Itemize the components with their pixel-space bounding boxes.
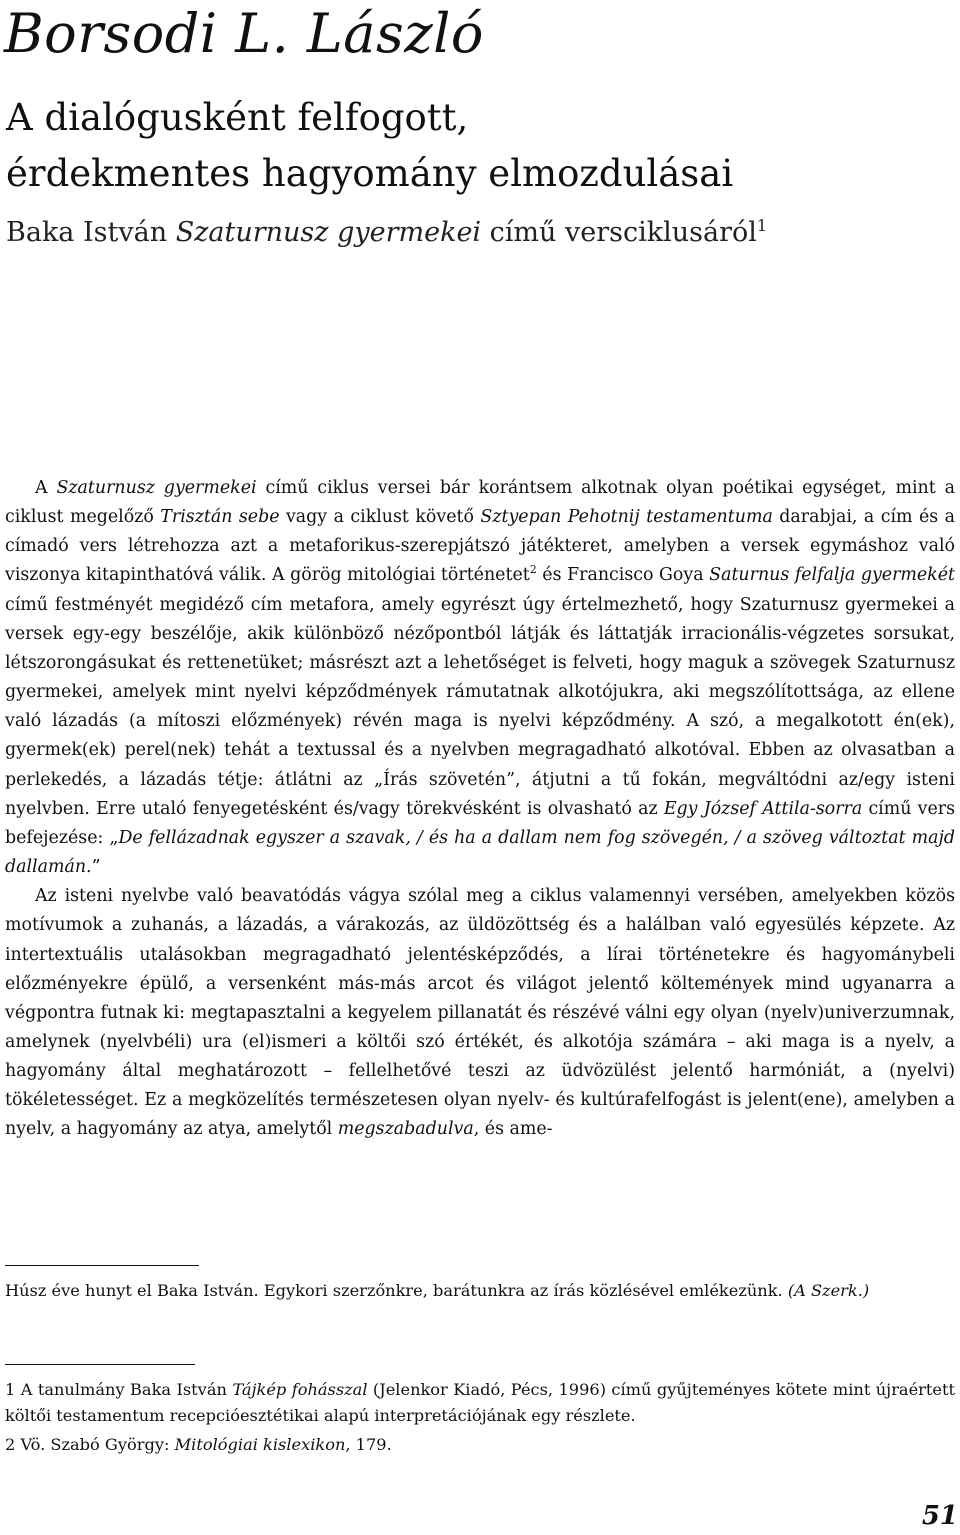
italic-quote: De fellázadnak egyszer a szavak, / és ha a dallam nem fog szövegén, / a szöveg változtat majd dallamán. — [5, 827, 956, 878]
italic-run: Szaturnusz gyermekei — [56, 478, 257, 498]
text-run: , és ame- — [473, 1119, 553, 1140]
text-run: A — [35, 478, 57, 498]
italic-run: Saturnus felfalja gyermekét — [709, 565, 955, 586]
page-number: 51 — [921, 1501, 958, 1531]
text-run: című ciklus versei bár korántsem alkotnak olyan poétikai egységet, mint a ciklust megelőző — [5, 478, 955, 528]
italic-run: Trisztán sebe — [160, 507, 280, 528]
editor-note — [5, 1278, 955, 1304]
article-title — [6, 90, 946, 202]
footnote-ref[interactable]: 1 — [756, 216, 768, 235]
text-run: vagy a ciklust követő — [279, 507, 481, 528]
footnote-number: 1 — [5, 1380, 16, 1399]
footnote-italic: Mitológiai kislexikon — [174, 1435, 346, 1454]
footnote-2 — [5, 1432, 955, 1458]
separator-rule — [5, 1265, 199, 1266]
italic-run: megszabadulva — [337, 1119, 474, 1140]
footnote-text: A tanulmány Baka István — [15, 1380, 233, 1399]
subtitle-text: című versciklusáról — [481, 217, 757, 248]
italic-run: Egy József Attila-sorra — [663, 798, 863, 819]
text-run: ” — [91, 857, 101, 878]
text-run: című vers befejezése: „ — [5, 798, 956, 848]
footnote-text: (Jelenkor Kiadó, Pécs, 1996) című gyűjteményes kötete mint újraértett költői testamentum recepcióesztétikai alapú interpretációjának egy részlete. — [5, 1380, 955, 1425]
footnote-text: Vö. Szabó György: — [15, 1435, 175, 1454]
footnote-number: 2 — [5, 1435, 16, 1454]
text-run: és Francisco Goya — [536, 565, 710, 586]
text-run: darabjai, a cím és a címadó vers létrehozza azt a metaforikus-szerepjátszó játékteret, amelyben a versek egymáshoz való viszonya kitapinthatóvá válik. A görög mitológiai történetet — [5, 507, 955, 586]
title-line-2: érdekmentes hagyomány elmozdulásai — [6, 152, 734, 195]
title-line-1: A dialógusként felfogott, — [6, 96, 469, 139]
subtitle-work-title: Szaturnusz gyermekei — [175, 217, 482, 248]
author-name: Borsodi L. László — [4, 2, 484, 65]
article-subtitle — [6, 206, 956, 253]
editor-note-signature: (A Szerk.) — [787, 1281, 870, 1300]
footnote-rule — [5, 1364, 195, 1365]
text-run: Az isteni nyelvbe való beavatódás vágya szólal meg a ciklus valamennyi versében, amelyekben közös motívumok a zuhanás, a lázadás, a várakozás, az üldözöttség és a halálban való egyesülés képzete. Az intertextuális utalásokban megragadható jelentésképződés, a lírai történetekre és hagyománybeli előzményekre épülő, a versenként más-más arcot és világot jelentő költemények mind ugyanarra a végpontra futnak ki: megtapasztalni a kegyelem pillanatát és részévé válni egy olyan (nyelv)univerzumnak, amelynek (nyelvbéli) ura (el)ismeri a költői szó értékét, és alkotója számára – aki maga is a nyelv, a hagyomány által meghatározott – fellelhetővé teszi az üdvözülést jelentő harmóniát, a (nyelvi) tökéletességet. Ez a megközelítés természetesen olyan nyelv- és kultúrafelfogást is jelent(ene), amelyben a nyelv, a hagyomány az atya, amelytől — [5, 886, 955, 1140]
body-text — [5, 474, 955, 1145]
editor-note-text: Húsz éve hunyt el Baka István. Egykori szerzőnkre, barátunkra az írás közlésével emlékezünk. — [5, 1281, 788, 1300]
footnote-text: , 179. — [345, 1435, 392, 1454]
footnote-1 — [5, 1377, 955, 1429]
footnote-ref[interactable]: 2 — [529, 563, 537, 577]
paragraph-1 — [5, 474, 955, 882]
subtitle-text: Baka István — [6, 217, 176, 248]
italic-run: Sztyepan Pehotnij testamentuma — [480, 507, 773, 528]
text-run: című festményét megidéző cím metafora, amely egyrészt úgy értelmezhető, hogy Szaturnusz gyermekei a versek egy-egy beszélője, akik különböző nézőpontból látják és láttatják irracionális-végzetes sorsukat, létszorongásukat és rettenetüket; másrészt azt a lehetőséget is felveti, hogy maguk a szövegek Szaturnusz gyermekei, amelyek mint nyelvi képződmények rámutatnak alkotójukra, aki megszólítottsága, az ellene való lázadás (a mítoszi előzmények) révén maga is nyelvi képződmény. A szó, a megalkotott én(ek), gyermek(ek) perel(nek) tehát a textussal és a nyelvben megragadható alkotóval. Ebben az olvasatban a perlekedés, a lázadás tétje: átlátni az „Írás szövetén”, átjutni a tű fokán, megváltódni az/egy isteni nyelvben. Erre utaló fenyegetésként és/vagy törekvésként is olvasható az — [5, 594, 955, 819]
footnote-italic: Tájkép fohásszal — [232, 1380, 368, 1399]
paragraph-2 — [5, 882, 955, 1144]
